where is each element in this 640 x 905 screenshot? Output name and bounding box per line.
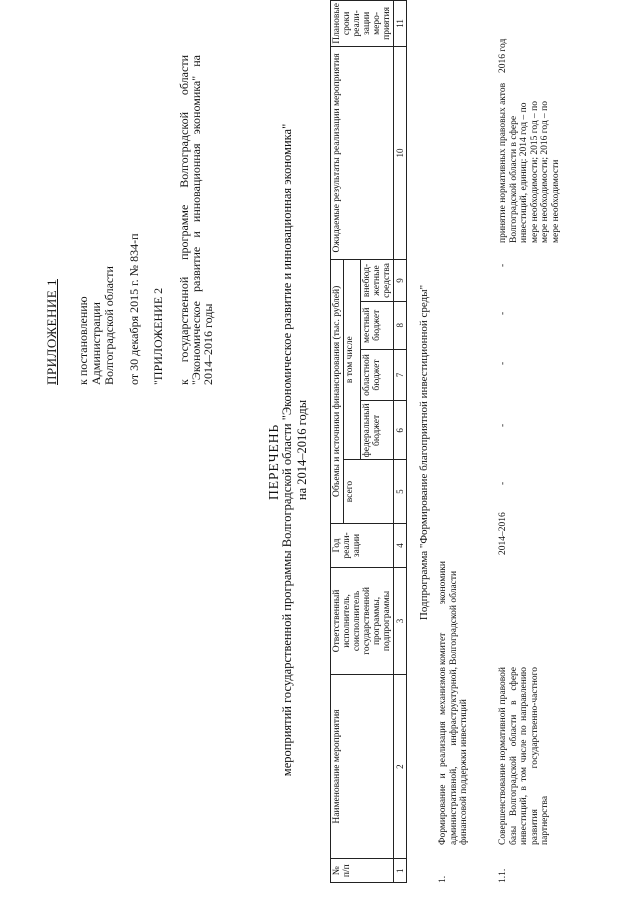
header-total: всего [344,460,394,523]
row2-year: 2014–2016 [498,512,508,555]
appendix1-line2: Администрации [89,302,103,385]
row2-total: - [498,481,508,485]
header-extra: внебюд- жетные средства [361,260,394,302]
row2-local: - [498,311,508,315]
appendix1-line1: к постановлению [76,296,90,385]
header-incl: в том числе [344,260,361,460]
document-subtitle-line1: мероприятий государственной программы Волгоградской области "Экономическое развитие и инновационная экономика" [280,123,294,777]
header-deadlines: Плановые сроки реали- зации меро- приятия [331,1,394,47]
col-number: 2 [394,674,407,859]
appendix1-date: от 30 декабря 2015 г. № 834-п [127,233,141,385]
header-results: Ожидаемые результаты реализации мероприятия [331,46,394,259]
col-number: 4 [394,523,407,567]
appendix1-title: ПРИЛОЖЕНИЕ 1 [44,279,59,385]
document-subtitle-line2: на 2014–2016 годы [295,399,309,501]
col-number: 5 [394,460,407,523]
row2-name: Совершенствование нормативной правовой базы Волгоградской области в сфере инвестиций, в том числе по направлению развития государственно-частного партнерства [498,667,550,845]
document-title: ПЕРЕЧЕНЬ [266,423,281,500]
header-local: местный бюджет [361,301,394,349]
row2-deadline: 2016 год [498,38,508,73]
row2-extra: - [498,263,508,267]
header-name: Наименование мероприятия [331,674,394,859]
row1-name: Формирование и реализация механизмов административной, инфраструктурной, финансовой поддержки инвестиций [438,667,469,845]
col-number: 3 [394,568,407,675]
subprogram-title: Подпрограмма "Формирование благоприятной инвестиционной среды" [418,284,430,621]
col-number: 1 [394,859,407,883]
col-number: 9 [394,260,407,302]
row2-regional: - [498,361,508,365]
col-number: 10 [394,46,407,259]
appendix2-title: "ПРИЛОЖЕНИЕ 2 [151,287,165,385]
header-num: № п/п [331,859,394,883]
row1-num: 1. [438,875,448,883]
document-subtitle [280,25,310,875]
col-number: 7 [394,349,407,401]
header-year: Год реали- зации [331,523,394,567]
row2-results: принятие нормативных правовых актов Волгоградской области в сфере инвестиций, единиц: 2014 год – по мере необходимости; 2015 год – по мере необходимости; 2016 год – по мере необходимости [498,82,561,243]
appendix1-line3: Волгоградской области [102,266,116,385]
header-executor: Ответственный исполнитель, соисполнитель государственной программы, подпрограммы [331,568,394,675]
col-number: 6 [394,401,407,460]
row1-executor: комитет экономики Волгоградской области [438,561,459,665]
header-regional: областной бюджет [361,349,394,401]
measures-table [330,0,407,883]
row2-num: 1.1. [498,868,508,883]
header-funding: Объемы и источники финансирования (тыс. рублей) [331,260,344,524]
appendix2-text: к государственной программе Волгоградской области "Экономическое развитие и инновационная экономика" на 2014–2016 годы [177,55,215,385]
col-number: 8 [394,301,407,349]
header-federal: федеральный бюджет [361,401,394,460]
row2-federal: - [498,423,508,427]
col-number: 11 [394,1,407,47]
